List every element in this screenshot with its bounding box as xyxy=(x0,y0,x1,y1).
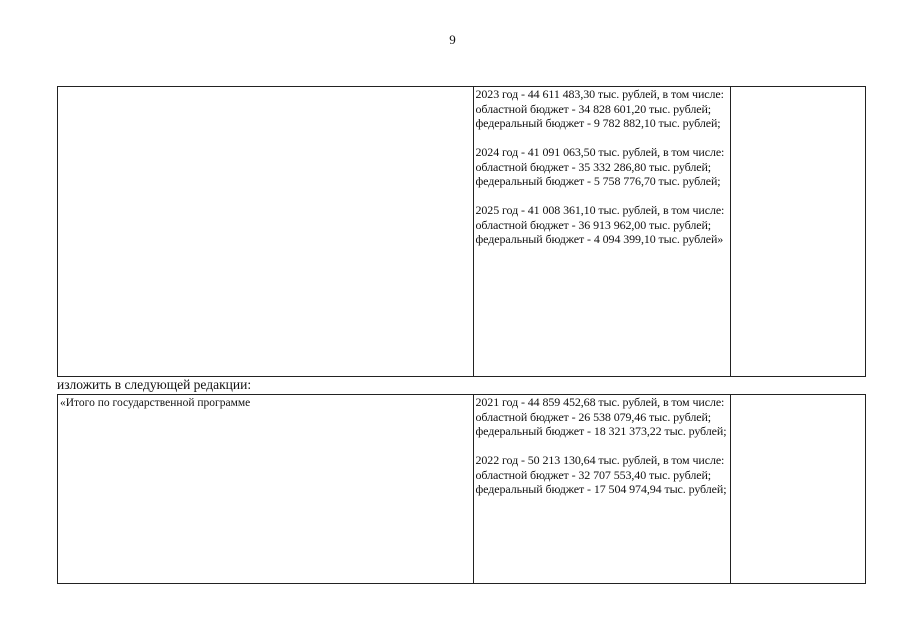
year-2021-block xyxy=(476,395,728,439)
instruction-text: изложить в следующей редакции: xyxy=(57,377,252,392)
regional-budget: областной бюджет - 32 707 553,40 тыс. рублей; xyxy=(475,467,711,482)
program-label-cell xyxy=(58,87,474,377)
year-2024-block xyxy=(476,145,728,189)
financing-volume-cell xyxy=(473,87,730,377)
regional-budget: областной бюджет - 34 828 601,20 тыс. рублей; xyxy=(475,101,711,116)
federal-budget: федеральный бюджет - 9 782 882,10 тыс. рублей; xyxy=(475,116,721,130)
federal-budget: федеральный бюджет - 17 504 974,94 тыс. рублей; xyxy=(475,482,727,496)
table-row xyxy=(58,87,866,377)
federal-budget: федеральный бюджет - 18 321 373,22 тыс. рублей; xyxy=(475,424,727,438)
financing-volume-cell xyxy=(473,395,730,584)
federal-budget: федеральный бюджет - 4 094 399,10 тыс. рублей» xyxy=(475,232,724,246)
federal-budget: федеральный бюджет - 5 758 776,70 тыс. рублей; xyxy=(475,174,721,188)
year-total: 2021 год - 44 859 452,68 тыс. рублей, в том числе: xyxy=(475,395,725,409)
year-total: 2025 год - 41 008 361,10 тыс. рублей, в том числе: xyxy=(475,203,725,217)
empty-right-cell xyxy=(730,395,865,584)
financing-table-previous xyxy=(57,86,866,377)
program-total-label: «Итого по государственной программе xyxy=(58,395,474,584)
year-total: 2022 год - 50 213 130,64 тыс. рублей, в том числе: xyxy=(475,453,725,467)
empty-right-cell xyxy=(730,87,865,377)
regional-budget: областной бюджет - 36 913 962,00 тыс. рублей; xyxy=(475,217,711,232)
year-total: 2024 год - 41 091 063,50 тыс. рублей, в том числе: xyxy=(475,145,725,159)
table-row xyxy=(58,395,866,584)
regional-budget: областной бюджет - 26 538 079,46 тыс. рублей; xyxy=(475,409,711,424)
regional-budget: областной бюджет - 35 332 286,80 тыс. рублей; xyxy=(475,159,711,174)
year-2022-block xyxy=(476,453,728,497)
page-number: 9 xyxy=(449,32,456,47)
year-total: 2023 год - 44 611 483,30 тыс. рублей, в том числе: xyxy=(475,87,724,101)
year-2023-block xyxy=(476,87,728,131)
financing-table-new xyxy=(57,394,866,584)
year-2025-block xyxy=(476,203,728,247)
